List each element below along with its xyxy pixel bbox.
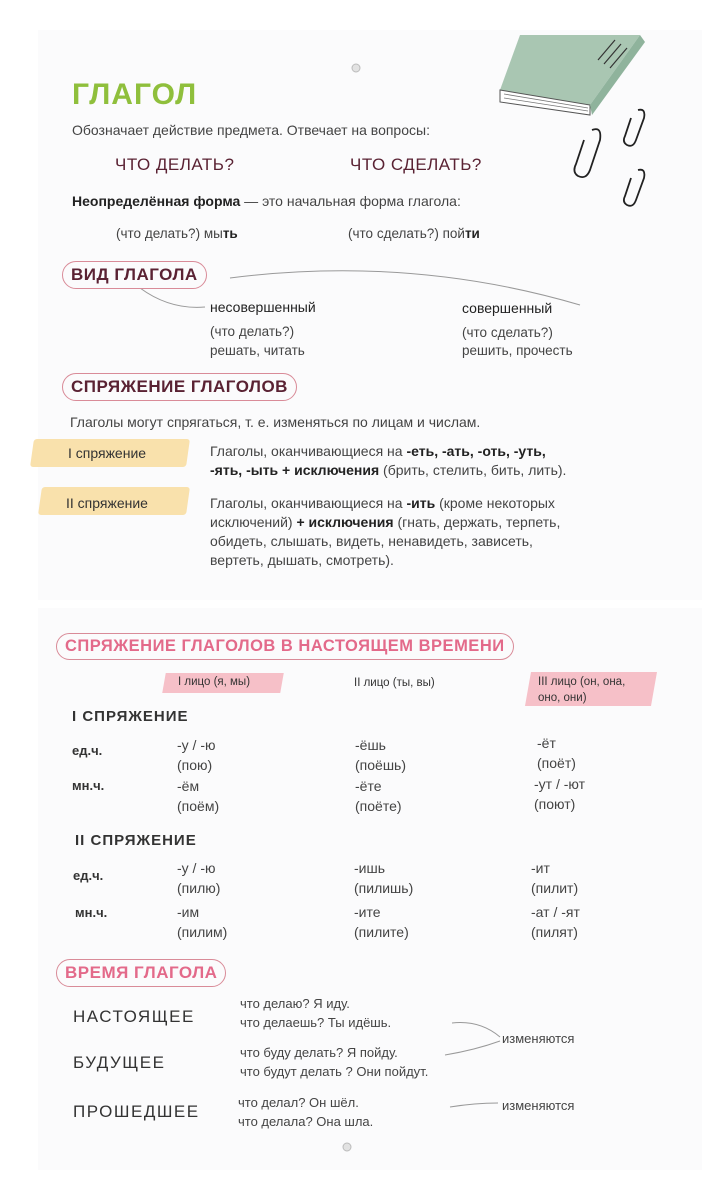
cell bbox=[177, 902, 227, 942]
conjugation-1-label: I спряжение bbox=[68, 445, 147, 461]
tense-heading: ВРЕМЯ ГЛАГОЛА bbox=[56, 959, 226, 987]
question-2: ЧТО СДЕЛАТЬ? bbox=[350, 155, 482, 174]
example: что делал? Он шёл. bbox=[238, 1095, 359, 1110]
tense-present-examples bbox=[240, 994, 391, 1032]
cell bbox=[177, 858, 220, 898]
aspect-heading: ВИД ГЛАГОЛА bbox=[62, 261, 207, 289]
definition-text: — это начальная форма глагола: bbox=[240, 193, 461, 209]
example: (поёт) bbox=[537, 755, 576, 771]
ending: -ите bbox=[354, 904, 381, 920]
cell bbox=[355, 735, 406, 775]
tense-future-label: БУДУЩЕЕ bbox=[73, 1053, 166, 1072]
text: исключений) bbox=[210, 514, 297, 530]
aspect-perfective-question: (что сделать?) bbox=[462, 325, 553, 340]
aspect-imperfective-label: несовершенный bbox=[210, 299, 316, 315]
example: что будут делать ? Они пойдут. bbox=[240, 1064, 429, 1079]
ending: -ёте bbox=[355, 778, 382, 794]
endings: -еть, -ать, -оть, -уть, bbox=[406, 443, 546, 459]
example: (пилишь) bbox=[354, 880, 414, 896]
tense-connectors bbox=[440, 1015, 510, 1125]
conjugation-1-text bbox=[210, 442, 566, 480]
ending: -у / -ю bbox=[177, 737, 216, 753]
column-header-text: III лицо (он, она, bbox=[538, 676, 626, 688]
infinitive-definition bbox=[72, 193, 461, 209]
example: (пилят) bbox=[531, 924, 578, 940]
cell bbox=[177, 735, 216, 775]
book-icon bbox=[500, 35, 645, 115]
example: (поёте) bbox=[355, 798, 402, 814]
aspect-perfective-label: совершенный bbox=[462, 300, 553, 316]
cell bbox=[537, 733, 576, 773]
ending: -ёт bbox=[537, 735, 556, 751]
conj2-title: II СПРЯЖЕНИЕ bbox=[75, 832, 197, 849]
infinitive-example-2 bbox=[348, 226, 480, 241]
ending: -ёшь bbox=[355, 737, 386, 753]
endings: + исключения bbox=[296, 514, 394, 530]
text: вертеть, дышать, смотреть). bbox=[210, 552, 394, 568]
aspect-perfective-examples: решить, прочесть bbox=[462, 343, 573, 358]
row-label-pl: мн.ч. bbox=[72, 778, 105, 793]
tense-future-examples bbox=[240, 1043, 428, 1081]
example: что делала? Она шла. bbox=[238, 1114, 374, 1129]
column-header-3 bbox=[538, 674, 625, 706]
description: Обозначает действие предмета. Отвечает на вопросы: bbox=[72, 122, 430, 138]
example: (пилит) bbox=[531, 880, 579, 896]
text: (гнать, держать, терпеть, bbox=[393, 514, 561, 530]
cell bbox=[354, 902, 409, 942]
example-text: (что делать?) мы bbox=[116, 226, 223, 241]
decoration bbox=[480, 30, 702, 210]
text: (брить, стелить, бить, лить). bbox=[379, 462, 567, 478]
example-ending: ть bbox=[222, 226, 238, 241]
aspect-imperfective-examples: решать, читать bbox=[210, 343, 305, 358]
cell bbox=[354, 858, 413, 898]
row-label-sg: ед.ч. bbox=[73, 868, 104, 883]
page-title: ГЛАГОЛ bbox=[72, 78, 198, 111]
tense-note-2: изменяются bbox=[502, 1098, 575, 1113]
example: (поём) bbox=[177, 798, 220, 814]
infinitive-term: Неопределённая форма bbox=[72, 193, 241, 209]
example-text: (что сделать?) пой bbox=[348, 226, 465, 241]
hole-icon bbox=[350, 62, 362, 74]
text: обидеть, слышать, видеть, ненавидеть, зависеть, bbox=[210, 533, 533, 549]
example: (пою) bbox=[177, 757, 213, 773]
tense-present-label: НАСТОЯЩЕЕ bbox=[73, 1007, 195, 1026]
cell bbox=[534, 774, 585, 814]
ending: -у / -ю bbox=[177, 860, 216, 876]
text: (кроме некоторых bbox=[435, 495, 555, 511]
column-header-1: I лицо (я, мы) bbox=[178, 676, 251, 688]
question-1: ЧТО ДЕЛАТЬ? bbox=[115, 155, 235, 174]
cell bbox=[531, 858, 578, 898]
ending: -ут / -ют bbox=[534, 776, 586, 792]
infinitive-example-1 bbox=[116, 226, 238, 241]
aspect-imperfective-question: (что делать?) bbox=[210, 324, 295, 339]
row-label-sg: ед.ч. bbox=[72, 743, 103, 758]
hole-icon bbox=[340, 1140, 354, 1154]
cell bbox=[177, 776, 219, 816]
row-label-pl: мн.ч. bbox=[75, 905, 108, 920]
ending: -ат / -ят bbox=[531, 904, 580, 920]
conjugation-heading: СПРЯЖЕНИЕ ГЛАГОЛОВ bbox=[62, 373, 297, 401]
example: (пилите) bbox=[354, 924, 409, 940]
text: Глаголы, оканчивающиеся на bbox=[210, 443, 407, 459]
cell bbox=[355, 776, 402, 816]
ending: -ём bbox=[177, 778, 200, 794]
conj1-title: I СПРЯЖЕНИЕ bbox=[72, 708, 189, 725]
example: (поют) bbox=[534, 796, 576, 812]
tense-note-1: изменяются bbox=[502, 1031, 575, 1046]
cell bbox=[531, 902, 580, 942]
conjugation-2-label: II спряжение bbox=[66, 495, 148, 511]
column-header-text: оно, они) bbox=[538, 692, 587, 704]
tense-past-label: ПРОШЕДШЕЕ bbox=[73, 1102, 200, 1121]
conjugation-intro: Глаголы могут спрягаться, т. е. изменяться по лицам и числам. bbox=[70, 414, 481, 430]
ending: -им bbox=[177, 904, 200, 920]
present-heading: СПРЯЖЕНИЕ ГЛАГОЛОВ В НАСТОЯЩЕМ ВРЕМЕНИ bbox=[56, 633, 514, 660]
example: что делаю? Я иду. bbox=[240, 996, 350, 1011]
text: Глаголы, оканчивающиеся на bbox=[210, 495, 407, 511]
ending: -ишь bbox=[354, 860, 386, 876]
column-header-2: II лицо (ты, вы) bbox=[354, 677, 435, 689]
paperclip-icon bbox=[574, 110, 644, 206]
example: что делаешь? Ты идёшь. bbox=[240, 1015, 392, 1030]
example: (пилю) bbox=[177, 880, 221, 896]
ending: -ит bbox=[531, 860, 550, 876]
example-ending: ти bbox=[464, 226, 480, 241]
example: что буду делать? Я пойду. bbox=[240, 1045, 398, 1060]
endings: -ять, -ыть + исключения bbox=[210, 462, 380, 478]
page-fold bbox=[0, 600, 716, 608]
example: (пилим) bbox=[177, 924, 228, 940]
example: (поёшь) bbox=[355, 757, 407, 773]
conjugation-2-text bbox=[210, 494, 560, 570]
endings: -ить bbox=[406, 495, 436, 511]
tense-past-examples bbox=[238, 1093, 373, 1131]
